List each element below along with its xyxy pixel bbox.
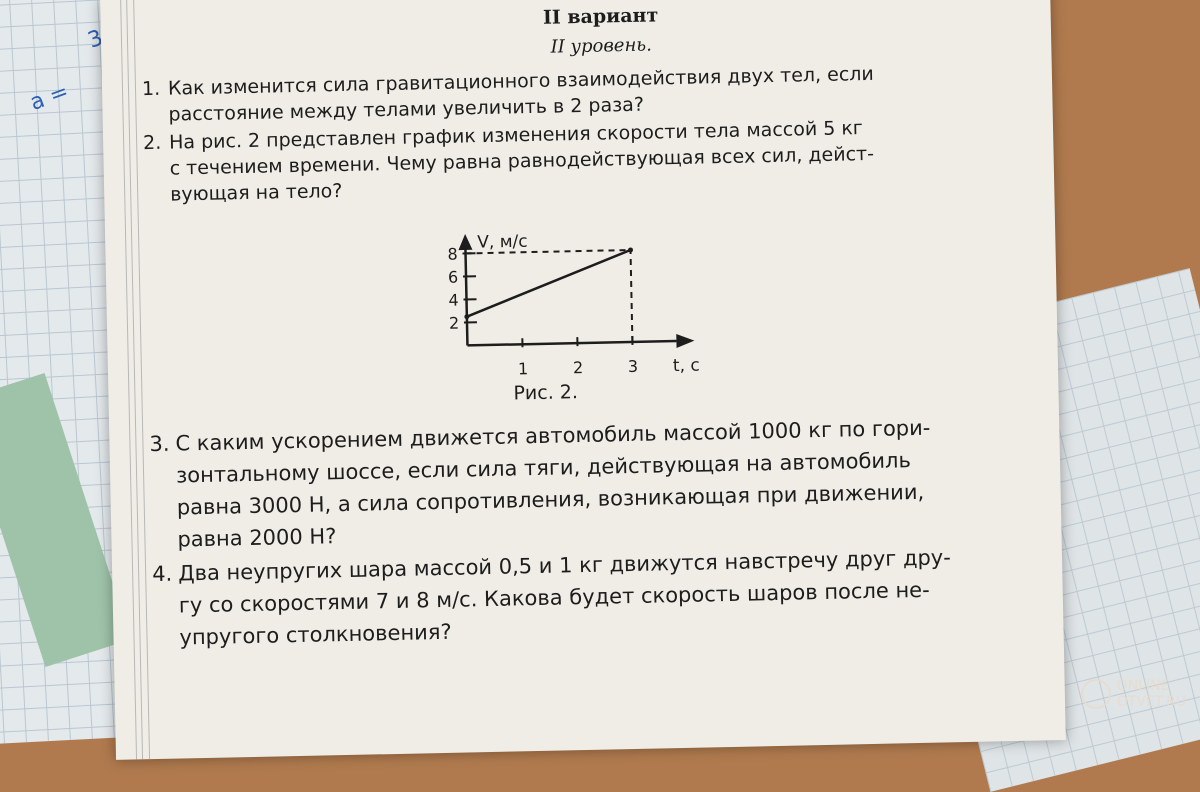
variant-heading: II вариант bbox=[140, 0, 1000, 37]
dashed-guide-line bbox=[630, 250, 632, 342]
y-axis-label: V, м/с bbox=[477, 232, 528, 253]
question-line: с течением времени. Чему равна равнодействующая всех сил, дейст- bbox=[143, 138, 1003, 182]
site-watermark bbox=[1081, 678, 1186, 710]
watermark-line: OTVET.RU bbox=[1117, 694, 1186, 710]
level-subheading: II уровень. bbox=[141, 27, 1001, 66]
y-tick-label: 8 bbox=[447, 245, 458, 264]
question-line: зонтальному шоссе, если сила тяги, действующая на автомобиль bbox=[150, 442, 1010, 492]
worksheet-paper bbox=[100, 0, 1066, 760]
y-tick-label: 4 bbox=[448, 291, 459, 310]
x-axis-label: t, с bbox=[673, 356, 700, 377]
question-line: С каким ускорением движется автомобиль массой 1000 кг по гори- bbox=[175, 416, 930, 456]
question-line: Как изменится сила гравитационного взаимодействия двух тел, если bbox=[168, 63, 874, 100]
figure-caption: Рис. 2. bbox=[513, 381, 578, 404]
question-line: равна 3000 Н, а сила сопротивления, возникающая при движении, bbox=[150, 474, 1010, 524]
question-line: Два неупругих шара массой 0,5 и 1 кг движутся навстречу друг дру- bbox=[178, 545, 951, 585]
x-axis-arrow bbox=[676, 334, 694, 348]
y-tick-label: 6 bbox=[448, 268, 459, 287]
question-number: 4. bbox=[152, 558, 179, 591]
question-3 bbox=[149, 410, 1011, 556]
question-number: 1. bbox=[142, 76, 169, 103]
question-line: вующая на тело? bbox=[144, 164, 1004, 208]
lightbulb-icon bbox=[1081, 679, 1111, 709]
y-tick-label: 2 bbox=[449, 314, 460, 333]
watermark-line: ONLINE bbox=[1117, 678, 1186, 694]
question-line: упругого столкновения? bbox=[153, 604, 1013, 654]
worksheet-content bbox=[140, 0, 1013, 656]
x-axis bbox=[467, 341, 676, 345]
velocity-line bbox=[466, 250, 632, 317]
x-tick-label: 1 bbox=[518, 359, 529, 378]
question-4 bbox=[152, 540, 1014, 654]
x-tick-label: 2 bbox=[573, 358, 584, 377]
question-line: равна 2000 Н? bbox=[151, 506, 1011, 556]
velocity-time-figure bbox=[425, 200, 749, 417]
question-number: 3. bbox=[149, 428, 176, 461]
question-line: На рис. 2 представлен график изменения скорости тела массой 5 кг bbox=[169, 117, 863, 154]
handwriting-note-a: a = bbox=[27, 79, 72, 116]
y-axis bbox=[465, 248, 467, 345]
x-tick-label: 3 bbox=[628, 357, 639, 376]
velocity-time-chart bbox=[425, 200, 749, 387]
question-number: 2. bbox=[143, 130, 170, 157]
question-line: гу со скоростями 7 и 8 м/с. Какова будет скорость шаров после не- bbox=[153, 572, 1013, 622]
question-line: расстояние между телами увеличить в 2 раза? bbox=[142, 84, 1002, 128]
question-2 bbox=[143, 112, 1004, 208]
y-axis-arrow bbox=[458, 234, 472, 250]
